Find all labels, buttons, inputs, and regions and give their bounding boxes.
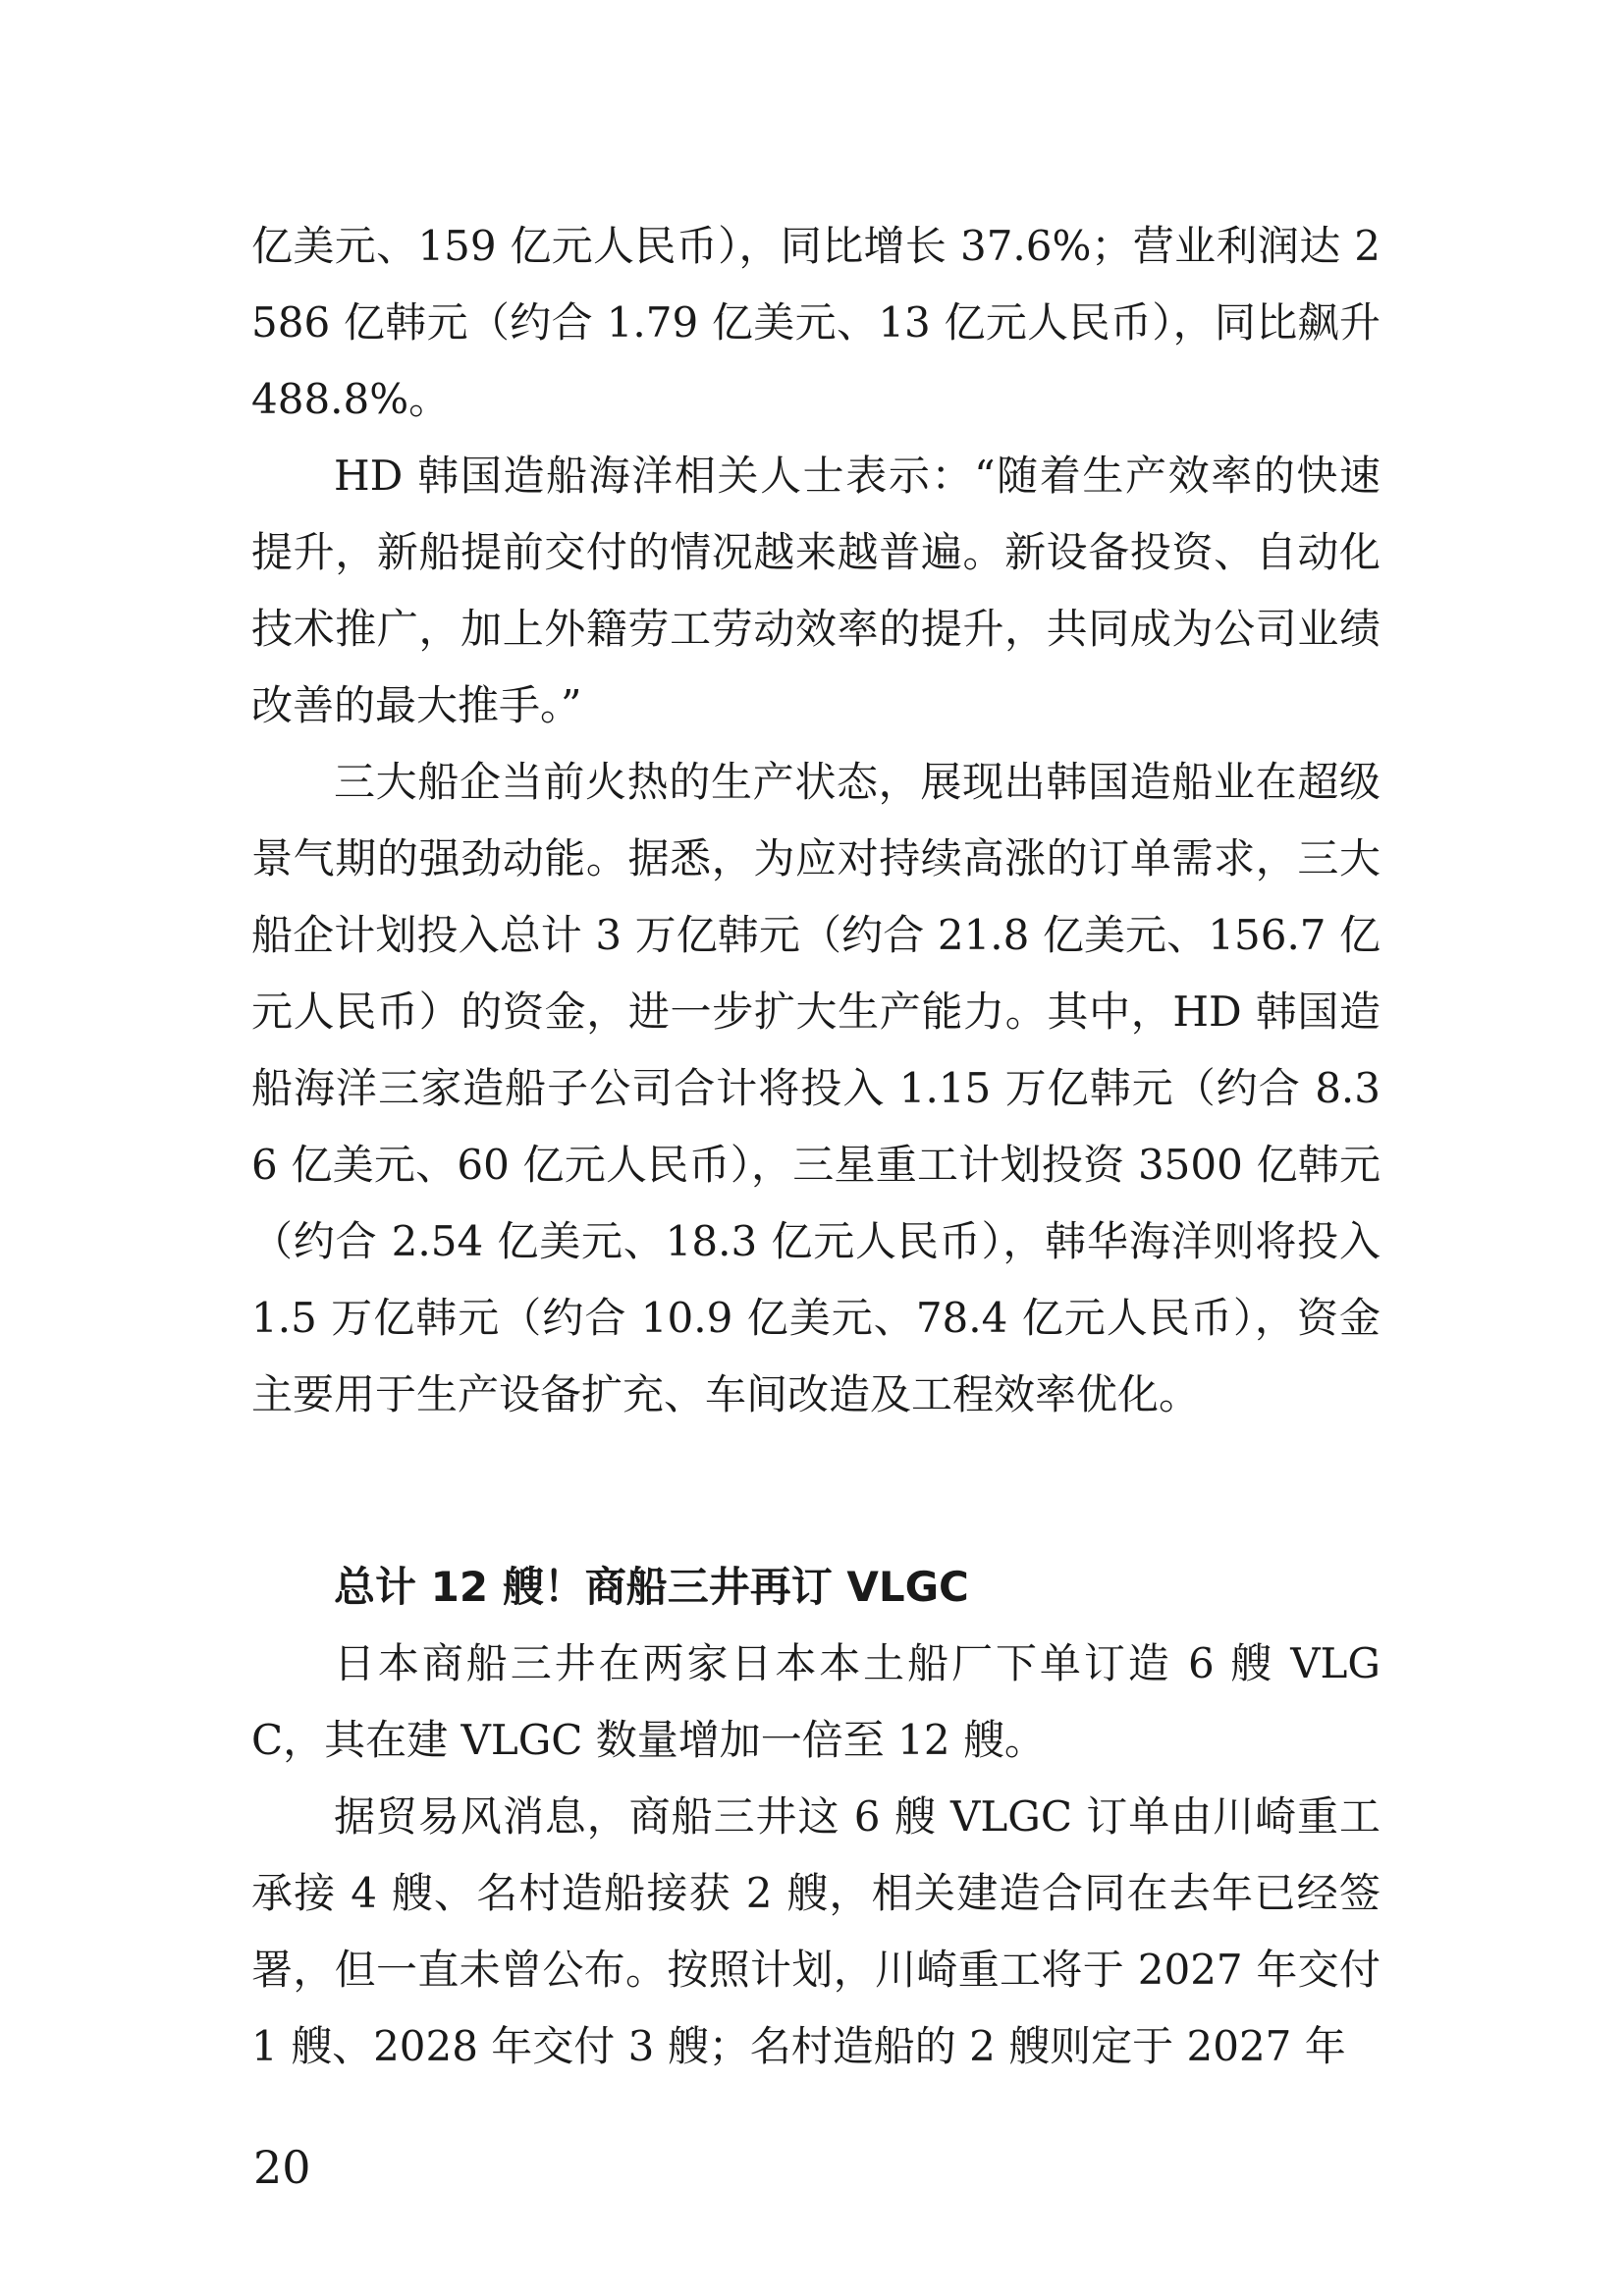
paragraph-order: 日本商船三井在两家日本本土船厂下单订造 6 艘 VLGC，其在建 VLGC 数量增加一倍至 12 艘。: [251, 1639, 1380, 1764]
section-heading: 总计 12 艘！商船三井再订 VLGC: [334, 1563, 969, 1611]
page-number: 20: [253, 2141, 311, 2194]
paragraph-details: 据贸易风消息，商船三井这 6 艘 VLGC 订单由川崎重工承接 4 艘、名村造船接获 2 艘，相关建造合同在去年已经签署，但一直未曾公布。按照计划，川崎重工将于 2027 年交付 1 艘、2028 年交付 3 艘；名村造船的 2 艘则定于 2027 年: [251, 1792, 1380, 2070]
paragraph-investment: 三大船企当前火热的生产状态，展现出韩国造船业在超级景气期的强劲动能。据悉，为应对持续高涨的订单需求，三大船企计划投入总计 3 万亿韩元（约合 21.8 亿美元、156.7 亿元人民币）的资金，进一步扩大生产能力。其中，HD 韩国造船海洋三家造船子公司合计将投入 1.15 万亿韩元（约合 8.36 亿美元、60 亿元人民币），三星重工计划投资 3500 亿韩元（约合 2.54 亿美元、18.3 亿元人民币），韩华海洋则将投入 1.5 万亿韩元（约合 10.9 亿美元、78.4 亿元人民币），资金主要用于生产设备扩充、车间改造及工程效率优化。: [251, 758, 1380, 1418]
body-text: [251, 208, 1380, 2085]
paragraph-quote: HD 韩国造船海洋相关人士表示：“随着生产效率的快速提升，新船提前交付的情况越来越普遍。新设备投资、自动化技术推广，加上外籍劳工劳动效率的提升，共同成为公司业绩改善的最大推手。”: [251, 452, 1380, 729]
paragraph-continued: 亿美元、159 亿元人民币），同比增长 37.6%；营业利润达 2586 亿韩元（约合 1.79 亿美元、13 亿元人民币），同比飙升 488.8%。: [251, 222, 1380, 423]
